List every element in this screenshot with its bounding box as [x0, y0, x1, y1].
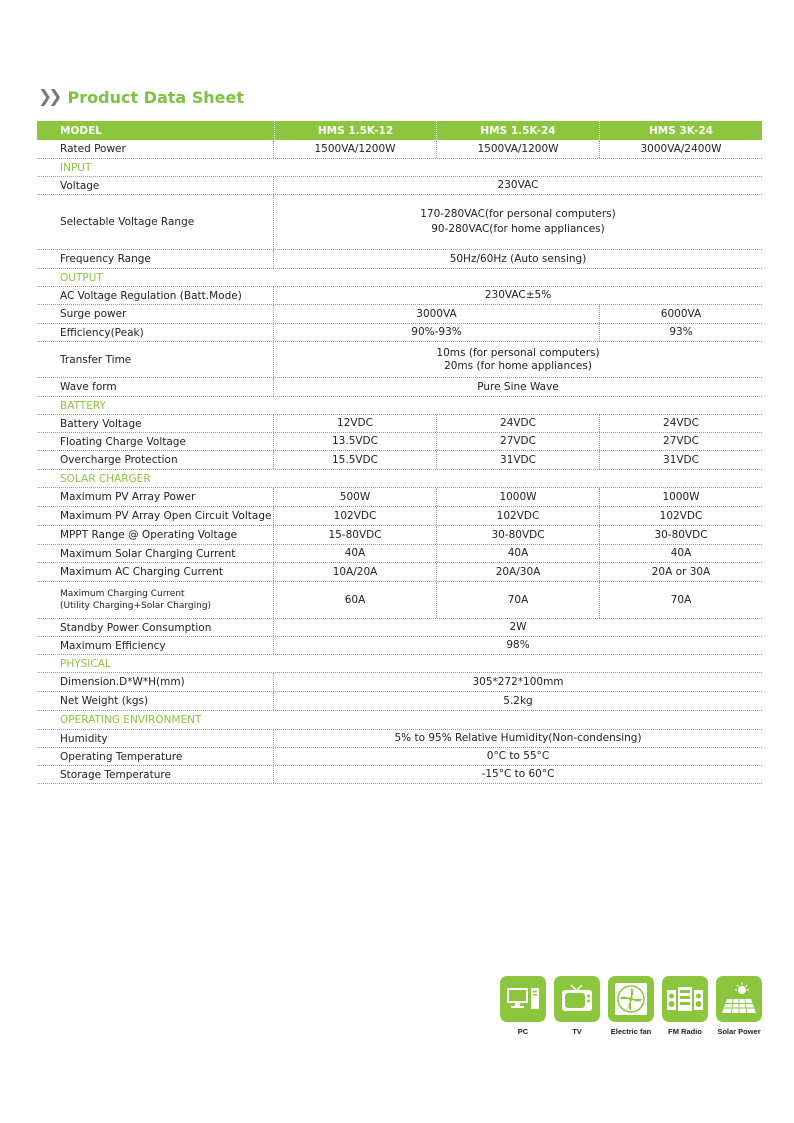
- cell-value: 24VDC: [436, 415, 599, 432]
- section-title-environment: OPERATING ENVIRONMENT: [37, 711, 762, 730]
- table-row: [37, 563, 762, 582]
- cell-value: 3000VA/2400W: [599, 140, 762, 158]
- app-item-fm-radio: [662, 976, 708, 1036]
- table-row: [37, 305, 762, 324]
- row-label: Maximum AC Charging Current: [37, 563, 274, 581]
- row-label: Maximum Efficiency: [37, 637, 274, 654]
- cell-value: 31VDC: [599, 451, 762, 469]
- table-row: [37, 378, 762, 397]
- table-row: [37, 582, 762, 619]
- cell-value: 230VAC: [497, 179, 539, 191]
- section-title-physical: PHYSICAL: [37, 655, 762, 673]
- row-label: Maximum PV Array Power: [37, 488, 274, 506]
- row-label: Rated Power: [37, 140, 274, 158]
- row-label: [37, 582, 274, 618]
- application-icons: [500, 976, 770, 1036]
- pc-icon: [500, 976, 546, 1022]
- app-label: TV: [572, 1027, 582, 1036]
- cell-value: 102VDC: [333, 509, 377, 522]
- cell-value: 1000W: [599, 488, 762, 506]
- cell-value: 102VDC: [599, 507, 762, 525]
- section-title-battery: BATTERY: [37, 397, 762, 415]
- table-row: [37, 619, 762, 637]
- cell-value: 305*272*100mm: [472, 675, 564, 688]
- cell-value: [274, 195, 762, 249]
- row-label: Dimension.D*W*H(mm): [37, 673, 274, 691]
- row-label: Net Weight (kgs): [37, 692, 274, 710]
- table-row: [37, 433, 762, 451]
- table-row: [37, 140, 762, 159]
- table-row: [37, 545, 762, 563]
- cell-value: 102VDC: [436, 507, 599, 525]
- row-label: Selectable Voltage Range: [37, 195, 274, 249]
- cell-value: 30-80VDC: [436, 526, 599, 544]
- app-item-solar-power: [716, 976, 762, 1036]
- value-line: 20ms (for home appliances): [444, 359, 592, 372]
- cell-value: 15.5VDC: [332, 453, 378, 466]
- table-row: [37, 342, 762, 378]
- table-row: [37, 748, 762, 766]
- row-label: Battery Voltage: [37, 415, 274, 432]
- cell-value: 6000VA: [599, 305, 762, 323]
- cell-value: 70A: [599, 582, 762, 618]
- spec-table: [37, 121, 762, 784]
- table-row: [37, 287, 762, 305]
- cell-value: 60A: [344, 593, 366, 606]
- table-row: [37, 488, 762, 507]
- electric-fan-icon: [608, 976, 654, 1022]
- row-label: Voltage: [37, 177, 274, 194]
- row-label: Maximum Solar Charging Current: [37, 545, 274, 562]
- page-title-text: Product Data Sheet: [67, 87, 245, 107]
- header-model-2: HMS 1.5K-24: [436, 121, 599, 140]
- cell-value: 5.2kg: [503, 694, 533, 707]
- section-title-input: INPUT: [37, 159, 762, 177]
- label-line: Maximum Charging Current: [60, 589, 185, 599]
- row-label: AC Voltage Regulation (Batt.Mode): [37, 287, 274, 304]
- table-row: [37, 673, 762, 692]
- row-label: Standby Power Consumption: [37, 619, 274, 636]
- cell-value: -15°C to 60°C: [481, 768, 555, 780]
- cell-value: 40A: [436, 545, 599, 562]
- row-label: Efficiency(Peak): [37, 324, 274, 341]
- value-line: 170-280VAC(for personal computers): [420, 208, 616, 220]
- table-row: [37, 507, 762, 526]
- table-row: [37, 250, 762, 269]
- row-label: Transfer Time: [37, 342, 274, 377]
- row-label: Storage Temperature: [37, 766, 274, 783]
- section-title-solar: SOLAR CHARGER: [37, 470, 762, 488]
- app-item-pc: [500, 976, 546, 1036]
- cell-value: 98%: [506, 639, 530, 651]
- cell-value: 50Hz/60Hz (Auto sensing): [449, 252, 587, 265]
- row-label: Surge power: [37, 305, 274, 323]
- solar-power-icon: [716, 976, 762, 1022]
- cell-value: 2W: [509, 621, 527, 633]
- row-label: Frequency Range: [37, 250, 274, 268]
- table-row: [37, 177, 762, 195]
- cell-value: 30-80VDC: [599, 526, 762, 544]
- cell-value: 5% to 95% Relative Humidity(Non-condensing): [394, 732, 642, 744]
- table-row: [37, 730, 762, 748]
- double-chevron-icon: ❯❯: [38, 87, 59, 107]
- table-row: [37, 637, 762, 655]
- cell-value: 20A/30A: [436, 563, 599, 581]
- cell-value: 0°C to 55°C: [486, 750, 550, 762]
- app-label: FM Radio: [668, 1027, 702, 1036]
- cell-value: 1500VA/1200W: [436, 140, 599, 158]
- app-label: Solar Power: [717, 1027, 761, 1036]
- label-line: (Utility Charging+Solar Charging): [60, 601, 212, 611]
- app-item-tv: [554, 976, 600, 1036]
- cell-value: 13.5VDC: [332, 435, 378, 447]
- header-model-1: HMS 1.5K-12: [274, 121, 436, 140]
- value-line: 10ms (for personal computers): [436, 346, 600, 359]
- cell-value: 40A: [344, 547, 366, 559]
- cell-value: 1500VA/1200W: [314, 142, 396, 155]
- page-title: [38, 87, 244, 107]
- row-label: Floating Charge Voltage: [37, 433, 274, 450]
- cell-value: 24VDC: [599, 415, 762, 432]
- cell-value: 20A or 30A: [599, 563, 762, 581]
- table-header: [37, 121, 762, 140]
- row-label: MPPT Range @ Operating Voltage: [37, 526, 274, 544]
- fm-radio-icon: [662, 976, 708, 1022]
- cell-value: 40A: [599, 545, 762, 562]
- cell-value: 500W: [339, 490, 371, 503]
- row-label: Humidity: [37, 730, 274, 747]
- cell-value: 27VDC: [599, 433, 762, 450]
- cell-value: 3000VA: [416, 307, 457, 320]
- cell-value: 12VDC: [337, 417, 373, 429]
- row-label: Wave form: [37, 378, 274, 396]
- table-row: [37, 415, 762, 433]
- table-row: [37, 324, 762, 342]
- cell-value: 15-80VDC: [328, 528, 382, 541]
- cell-value: 31VDC: [436, 451, 599, 469]
- table-row: [37, 451, 762, 470]
- header-model-3: HMS 3K-24: [599, 121, 762, 140]
- table-row: [37, 526, 762, 545]
- row-label: Maximum PV Array Open Circuit Voltage: [37, 507, 274, 525]
- app-label: Electric fan: [610, 1027, 652, 1036]
- cell-value: 70A: [436, 582, 599, 618]
- cell-value: 93%: [599, 324, 762, 341]
- tv-icon: [554, 976, 600, 1022]
- cell-value: 27VDC: [436, 433, 599, 450]
- cell-value: 90%-93%: [411, 326, 462, 338]
- table-row: [37, 766, 762, 784]
- cell-value: Pure Sine Wave: [477, 380, 559, 393]
- row-label: Operating Temperature: [37, 748, 274, 765]
- value-line: 90-280VAC(for home appliances): [431, 223, 605, 235]
- cell-value: 1000W: [436, 488, 599, 506]
- header-model-label: MODEL: [60, 124, 102, 137]
- section-title-output: OUTPUT: [37, 269, 762, 287]
- cell-value: 10A/20A: [332, 565, 378, 578]
- app-label: PC: [517, 1027, 529, 1036]
- app-item-electric-fan: [608, 976, 654, 1036]
- row-label: Overcharge Protection: [37, 451, 274, 469]
- table-row: [37, 692, 762, 711]
- cell-value: 230VAC±5%: [484, 289, 552, 301]
- table-row: [37, 195, 762, 250]
- cell-value: [274, 342, 762, 377]
